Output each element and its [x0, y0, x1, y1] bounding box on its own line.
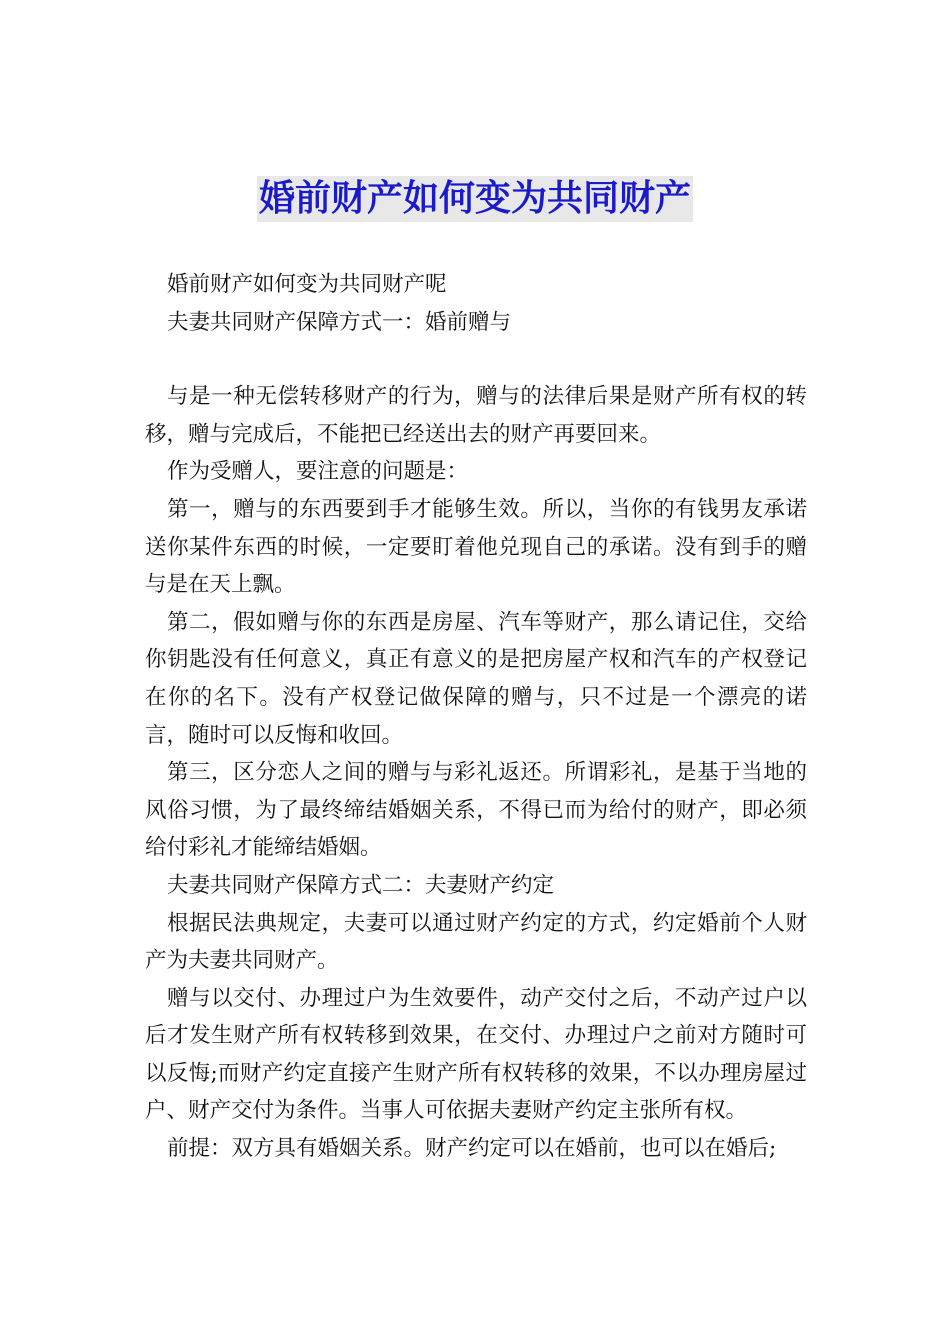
paragraph-subtitle: 婚前财产如何变为共同财产呢 [167, 272, 447, 297]
paragraph-heading-1: 夫妻共同财产保障方式一：婚前赠与 [167, 309, 512, 335]
paragraph: 第二，假如赠与你的东西是房屋、汽车等财产，那么请记住，交给你钥匙没有任何意义，真正有意义的是把房屋产权和汽车的产权登记在你的名下。没有产权登记做保障的赠与，只不过是一个漂亮的诺言，随时可以反悔和收回。 [145, 609, 807, 748]
document-title: 婚前财产如何变为共同财产 [257, 176, 693, 222]
paragraph: 前提：双方具有婚姻关系。财产约定可以在婚前，也可以在婚后; [167, 1136, 777, 1162]
document-body [145, 266, 807, 1168]
paragraph: 赠与以交付、办理过户为生效要件，动产交付之后，不动产过户以后才发生财产所有权转移到效果，在交付、办理过户之前对方随时可以反悔;而财产约定直接产生财产所有权转移的效果，不以办理房屋过户、财产交付为条件。当事人可依据夫妻财产约定主张所有权。 [145, 985, 807, 1124]
paragraph: 第三，区分恋人之间的赠与与彩礼返还。所谓彩礼，是基于当地的风俗习惯，为了最终缔结婚姻关系，不得已而为给付的财产，即必须给付彩礼才能缔结婚姻。 [145, 760, 807, 861]
title-container [0, 176, 950, 222]
paragraph-heading-2: 夫妻共同财产保障方式二：夫妻财产约定 [167, 872, 555, 898]
paragraph: 作为受赠人，要注意的问题是： [167, 459, 469, 485]
paragraph: 根据民法典规定，夫妻可以通过财产约定的方式，约定婚前个人财产为夫妻共同财产。 [145, 910, 807, 974]
blank-line [145, 341, 807, 378]
paragraph: 与是一种无偿转移财产的行为，赠与的法律后果是财产所有权的转移，赠与完成后，不能把已经送出去的财产再要回来。 [145, 384, 807, 447]
paragraph: 第一，赠与的东西要到手才能够生效。所以，当你的有钱男友承诺送你某件东西的时候，一定要盯着他兑现自己的承诺。没有到手的赠与是在天上飘。 [145, 496, 807, 598]
